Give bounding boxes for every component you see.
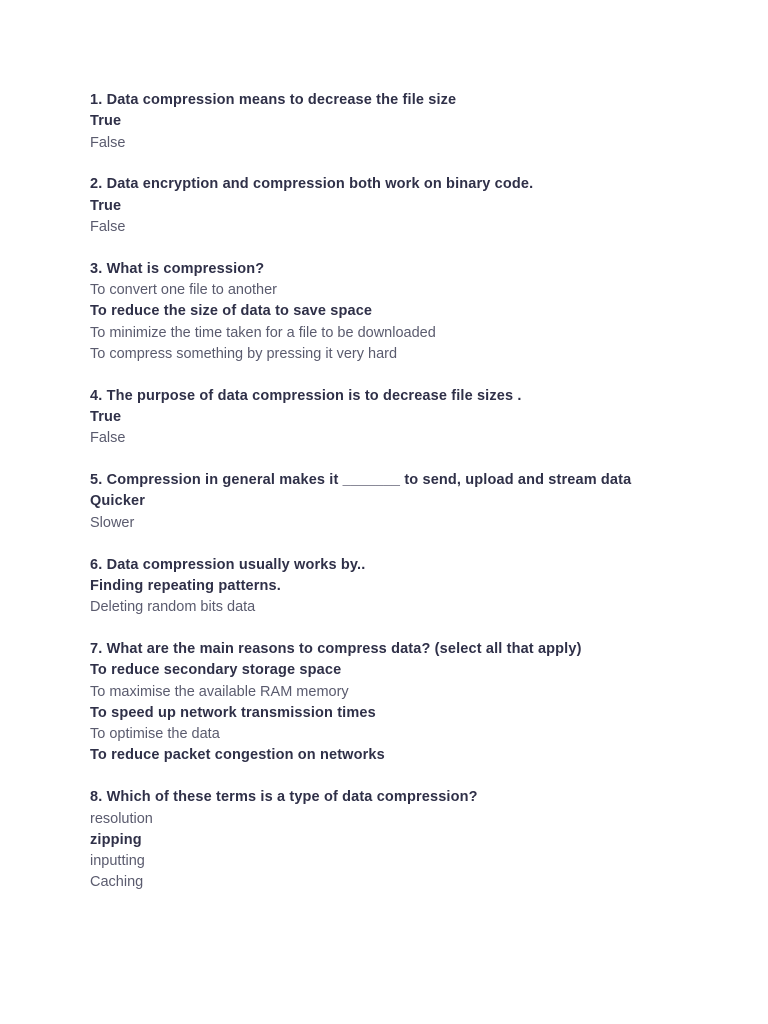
answer-option-correct: Quicker bbox=[90, 493, 146, 510]
answer-option-correct: True bbox=[90, 113, 122, 130]
answer-option-correct: True bbox=[90, 197, 122, 214]
answer-option-correct: To speed up network transmission times bbox=[90, 704, 376, 721]
question-3 bbox=[90, 259, 750, 365]
answer-option-correct: True bbox=[90, 409, 122, 426]
answer-option: To optimise the data bbox=[90, 726, 220, 743]
answer-option: False bbox=[90, 218, 126, 235]
question-4 bbox=[90, 386, 750, 450]
question-5 bbox=[90, 470, 750, 534]
question-text: 7. What are the main reasons to compress data? (select all that apply) bbox=[90, 640, 582, 657]
quiz-document bbox=[90, 90, 750, 914]
question-7 bbox=[90, 639, 750, 767]
answer-option-correct: To reduce secondary storage space bbox=[90, 662, 342, 679]
answer-option: To convert one file to another bbox=[90, 282, 278, 299]
question-text: 2. Data encryption and compression both work on binary code. bbox=[90, 176, 534, 193]
question-text: 5. Compression in general makes it _______ to send, upload and stream data bbox=[90, 472, 632, 489]
answer-option-correct: To reduce the size of data to save space bbox=[90, 303, 373, 320]
answer-option: To maximise the available RAM memory bbox=[90, 683, 349, 700]
question-6 bbox=[90, 555, 750, 619]
answer-option: To minimize the time taken for a file to be downloaded bbox=[90, 324, 436, 341]
question-text: 4. The purpose of data compression is to decrease file sizes . bbox=[90, 387, 522, 404]
answer-option-correct: To reduce packet congestion on networks bbox=[90, 747, 385, 764]
answer-option: False bbox=[90, 134, 126, 151]
answer-option: To compress something by pressing it very hard bbox=[90, 345, 398, 362]
question-8 bbox=[90, 787, 750, 893]
answer-option: False bbox=[90, 430, 126, 447]
answer-option: Slower bbox=[90, 514, 135, 531]
question-1 bbox=[90, 90, 750, 154]
answer-option-correct: Finding repeating patterns. bbox=[90, 577, 281, 594]
question-text: 1. Data compression means to decrease the file size bbox=[90, 92, 457, 108]
question-text: 8. Which of these terms is a type of data compression? bbox=[90, 789, 478, 806]
answer-option: Deleting random bits data bbox=[90, 599, 256, 616]
answer-option-correct: zipping bbox=[90, 831, 142, 848]
answer-option: inputting bbox=[90, 853, 145, 870]
question-text: 6. Data compression usually works by.. bbox=[90, 556, 366, 573]
answer-option: Caching bbox=[90, 874, 144, 891]
answer-option: resolution bbox=[90, 810, 153, 827]
question-2 bbox=[90, 174, 750, 238]
question-text: 3. What is compression? bbox=[90, 260, 265, 277]
